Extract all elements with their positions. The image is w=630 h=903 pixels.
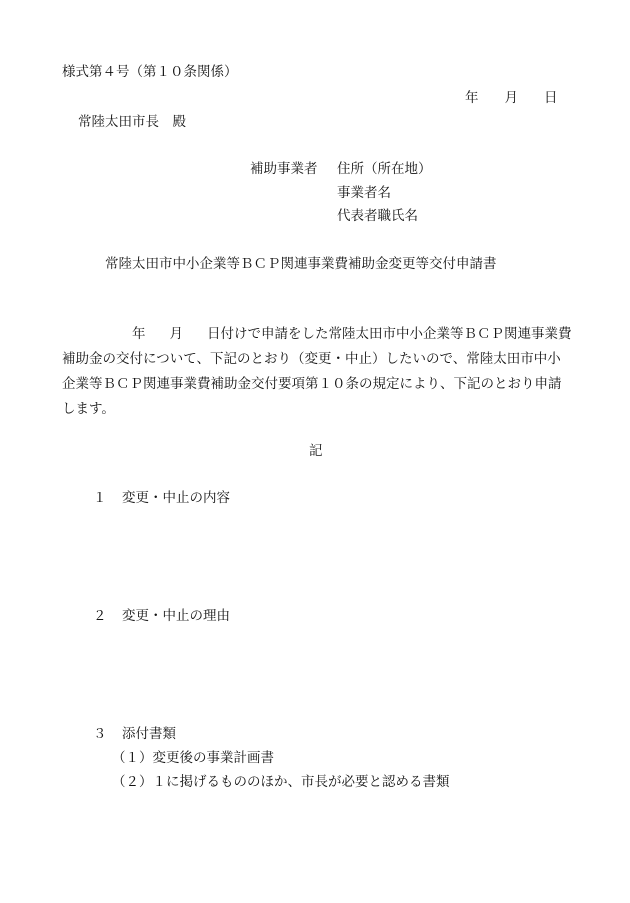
- item-label: 添付書類: [122, 726, 176, 742]
- date-day: 日: [544, 90, 558, 106]
- date-line: [465, 92, 558, 106]
- item-number: １: [93, 490, 107, 506]
- body-year: 年: [132, 326, 146, 342]
- ki-heading: 記: [309, 443, 323, 459]
- item-change-content: [93, 492, 230, 506]
- item-change-reason: [93, 610, 230, 624]
- attachment-item: （２）１に掲げるもののほか、市長が必要と認める書類: [112, 774, 450, 790]
- attachment-item: （１）変更後の事業計画書: [112, 750, 274, 766]
- addressee: 常陸太田市長 殿: [78, 114, 186, 130]
- document-title: 常陸太田市中小企業等ＢＣＰ関連事業費補助金変更等交付申請書: [105, 256, 497, 272]
- item-attachments: [93, 728, 176, 742]
- form-number: 様式第４号（第１０条関係）: [62, 64, 238, 80]
- applicant-role: 補助事業者: [250, 161, 318, 177]
- applicant-address-label: 住所（所在地）: [337, 161, 432, 177]
- item-number: ３: [93, 726, 107, 742]
- date-month: 月: [504, 90, 518, 106]
- item-label: 変更・中止の理由: [122, 608, 230, 624]
- applicant-business-name-label: 事業者名: [337, 185, 391, 201]
- applicant-representative-label: 代表者職氏名: [337, 208, 418, 224]
- body-month: 月: [169, 326, 183, 342]
- item-label: 変更・中止の内容: [122, 490, 230, 506]
- date-year: 年: [465, 90, 479, 106]
- item-number: ２: [93, 608, 107, 624]
- body-text: 日付けで申請をした常陸太田市中小企業等ＢＣＰ関連事業費補助金の交付について、下記のとおり（変更・中止）したいので、常陸太田市中小企業等ＢＣＰ関連事業費補助金交付要項第１０条の規定により、下記のとおり申請します。: [62, 326, 572, 417]
- body-paragraph: [62, 322, 574, 422]
